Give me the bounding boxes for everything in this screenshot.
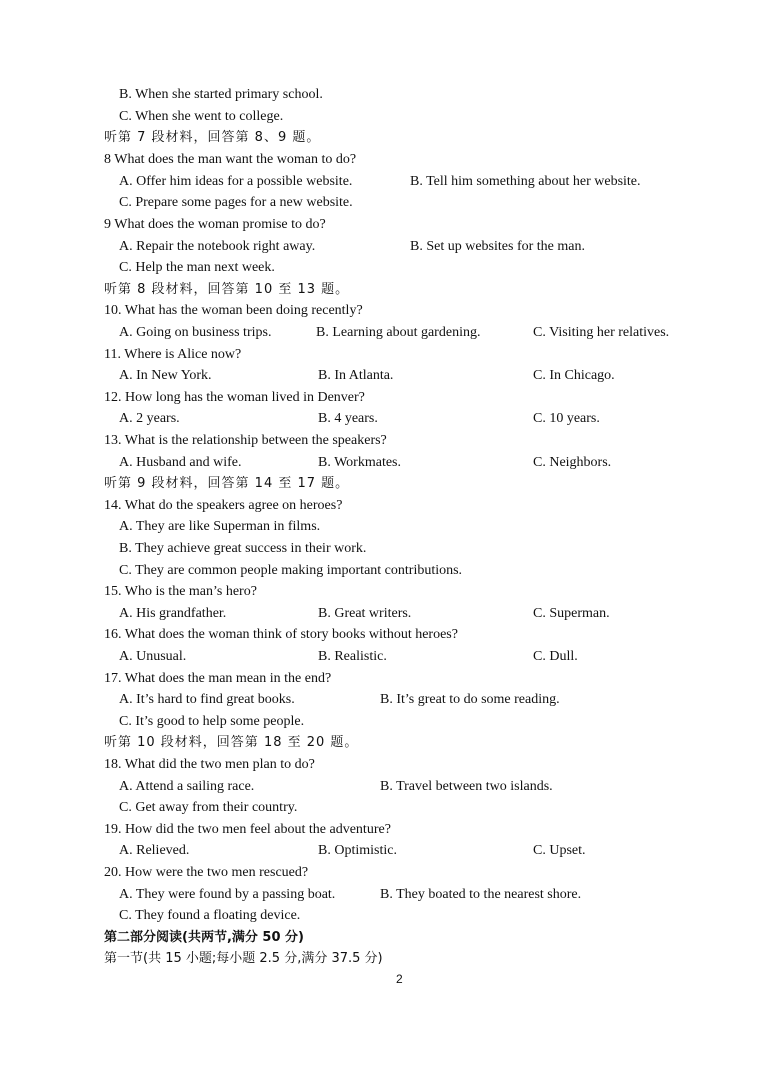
option-line: B. When she started primary school.: [119, 87, 323, 102]
option-a: A. It’s hard to find great books.: [119, 692, 295, 707]
option-b: B. They achieve great success in their work.: [119, 541, 367, 556]
part-two-heading: 第二部分阅读(共两节,满分 50 分): [104, 930, 304, 945]
option-line: C. When she went to college.: [119, 109, 284, 124]
option-a: A. Repair the notebook right away.: [119, 239, 316, 254]
question-13: 13. What is the relationship between the speakers?: [104, 433, 387, 448]
option-c: C. Dull.: [533, 649, 578, 664]
question-14: 14. What do the speakers agree on heroes?: [104, 498, 343, 513]
option-c: C. Prepare some pages for a new website.: [119, 195, 353, 210]
question-20: 20. How were the two men rescued?: [104, 865, 309, 880]
option-b: B. Realistic.: [318, 649, 387, 664]
question-12: 12. How long has the woman lived in Denver?: [104, 390, 365, 405]
option-b: B. It’s great to do some reading.: [380, 692, 560, 707]
option-a: A. Going on business trips.: [119, 325, 272, 340]
option-a: A. Offer him ideas for a possible website.: [119, 174, 353, 189]
option-c: C. It’s good to help some people.: [119, 714, 305, 729]
option-a: A. His grandfather.: [119, 606, 227, 621]
option-b: B. Learning about gardening.: [316, 325, 481, 340]
option-b: B. Optimistic.: [318, 843, 397, 858]
option-a: A. In New York.: [119, 368, 212, 383]
question-19: 19. How did the two men feel about the adventure?: [104, 822, 391, 837]
option-c: C. They are common people making important contributions.: [119, 563, 463, 578]
section-instruction: 听第 9 段材料，回答第 14 至 17 题。: [104, 476, 350, 491]
option-a: A. Attend a sailing race.: [119, 779, 255, 794]
option-b: B. 4 years.: [318, 411, 378, 426]
option-b: B. Workmates.: [318, 455, 401, 470]
option-a: A. 2 years.: [119, 411, 180, 426]
question-9: 9 What does the woman promise to do?: [104, 217, 326, 232]
question-17: 17. What does the man mean in the end?: [104, 671, 332, 686]
option-b: B. Great writers.: [318, 606, 412, 621]
section-instruction: 听第 7 段材料，回答第 8、9 题。: [104, 130, 321, 145]
option-c: C. Help the man next week.: [119, 260, 275, 275]
option-a: A. They were found by a passing boat.: [119, 887, 336, 902]
option-b: B. In Atlanta.: [318, 368, 394, 383]
question-16: 16. What does the woman think of story books without heroes?: [104, 627, 458, 642]
option-c: C. Get away from their country.: [119, 800, 298, 815]
option-a: A. Relieved.: [119, 843, 190, 858]
question-11: 11. Where is Alice now?: [104, 347, 242, 362]
section-one-heading: 第一节(共 15 小题;每小题 2.5 分,满分 37.5 分): [104, 951, 383, 966]
option-c: C. Visiting her relatives.: [533, 325, 670, 340]
option-a: A. They are like Superman in films.: [119, 519, 321, 534]
option-c: C. They found a floating device.: [119, 908, 301, 923]
question-18: 18. What did the two men plan to do?: [104, 757, 315, 772]
option-c: C. Neighbors.: [533, 455, 612, 470]
option-b: B. They boated to the nearest shore.: [380, 887, 582, 902]
option-c: C. Superman.: [533, 606, 610, 621]
section-instruction: 听第 10 段材料，回答第 18 至 20 题。: [104, 735, 359, 750]
option-c: C. In Chicago.: [533, 368, 615, 383]
question-15: 15. Who is the man’s hero?: [104, 584, 257, 599]
option-b: B. Set up websites for the man.: [410, 239, 585, 254]
page-number: 2: [396, 972, 403, 986]
option-c: C. Upset.: [533, 843, 586, 858]
question-8: 8 What does the man want the woman to do?: [104, 152, 357, 167]
option-a: A. Husband and wife.: [119, 455, 242, 470]
option-b: B. Travel between two islands.: [380, 779, 553, 794]
section-instruction: 听第 8 段材料，回答第 10 至 13 题。: [104, 282, 350, 297]
option-b: B. Tell him something about her website.: [410, 174, 641, 189]
option-a: A. Unusual.: [119, 649, 187, 664]
question-10: 10. What has the woman been doing recently?: [104, 303, 363, 318]
option-c: C. 10 years.: [533, 411, 600, 426]
